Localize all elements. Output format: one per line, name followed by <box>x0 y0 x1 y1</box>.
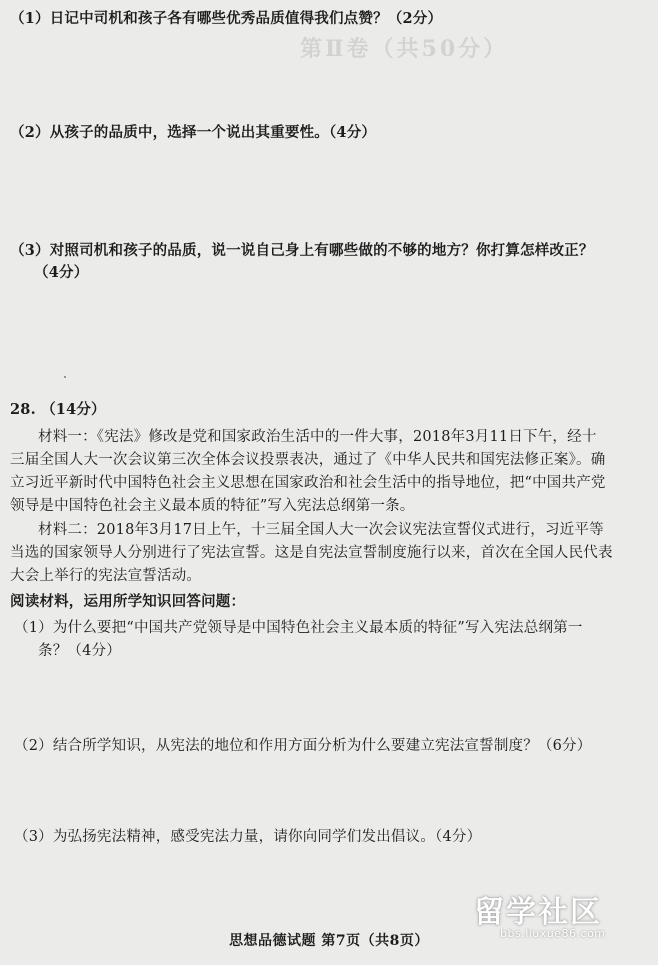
q28-header: 28. （14分） <box>10 401 106 418</box>
reading-instruction: 阅读材料，运用所学知识回答问题： <box>10 593 246 610</box>
q28-subquestion-2: （2）结合所学知识，从宪法的地位和作用方面分析为什么要建立宪法宣誓制度？（6分） <box>14 738 592 754</box>
material-1-line-1: 材料一：《宪法》修改是党和国家政治生活中的一件大事，2018年3月11日下午，经十 <box>38 429 597 445</box>
q27-subquestion-3-line-2: （4分） <box>34 264 89 281</box>
q27-subquestion-1: （1）日记中司机和孩子各有哪些优秀品质值得我们点赞？（2分） <box>10 10 443 27</box>
q27-subquestion-3-line-1: （3）对照司机和孩子的品质，说一说自己身上有哪些做的不够的地方？你打算怎样改正？ <box>10 242 594 259</box>
material-2-line-1: 材料二：2018年3月17日上午，十三届全国人大一次会议宪法宣誓仪式进行，习近平等 <box>38 522 604 538</box>
material-1-line-2: 三届全国人大一次会议第三次全体会议投票表决，通过了《中华人民共和国宪法修正案》。确 <box>10 452 606 468</box>
watermark-logo <box>474 887 644 943</box>
material-2-line-3: 大会上举行的宪法宣誓活动。 <box>10 568 202 584</box>
q28-subquestion-1-line-2: 条？（4分） <box>38 643 121 659</box>
page-footer: 思想品德试题 第7页（共8页） <box>229 933 429 949</box>
q28-subquestion-1-line-1: （1）为什么要把“中国共产党领导是中国特色社会主义最本质的特征”写入宪法总纲第一 <box>14 620 583 636</box>
material-2-line-2: 当选的国家领导人分别进行了宪法宣誓。这是自宪法宣誓制度施行以来，首次在全国人民代表 <box>10 545 613 561</box>
q27-subquestion-2: （2）从孩子的品质中，选择一个说出其重要性。（4分） <box>10 124 377 141</box>
material-1-line-4: 领导是中国特色社会主义最本质的特征”写入宪法总纲第一条。 <box>10 498 415 514</box>
watermark-main-text: 留学社区 <box>474 895 602 930</box>
bleed-through-title: 第Ⅱ卷（共50分） <box>300 36 509 62</box>
material-1-line-3: 立习近平新时代中国特色社会主义思想在国家政治和社会生活中的指导地位，把“中国共产党 <box>10 475 606 491</box>
q28-subquestion-3: （3）为弘扬宪法精神，感受宪法力量，请你向同学们发出倡议。（4分） <box>14 829 482 845</box>
watermark-url: bbs.liuxue86.com <box>500 927 606 940</box>
stray-dot <box>64 376 66 378</box>
